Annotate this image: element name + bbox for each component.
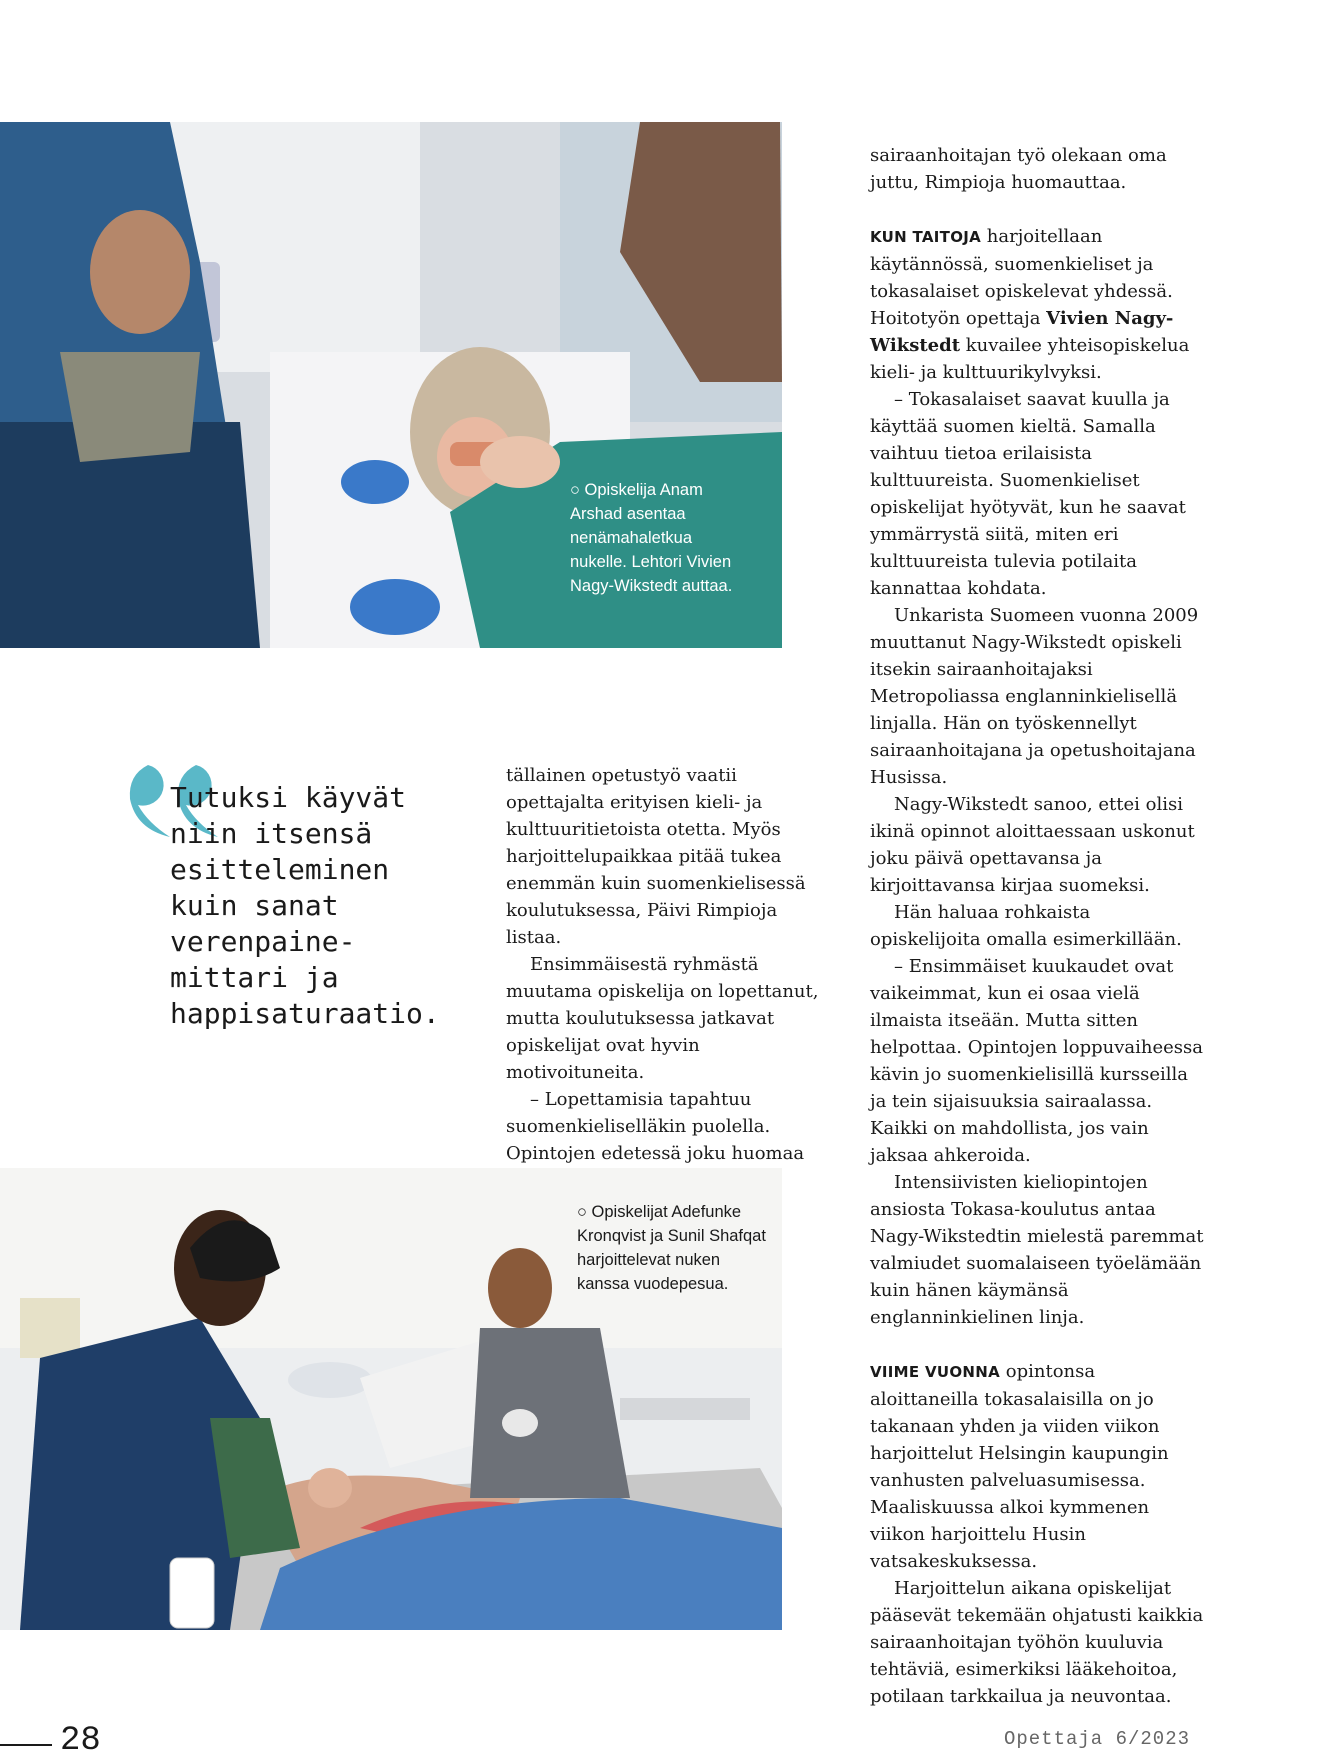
page-number: 28 <box>60 1722 101 1760</box>
pull-quote: Tutuksi käyvät niin itsensä esitteleminen kuin sanat verenpaine-mittari ja happisaturaatio. <box>170 781 440 1030</box>
paragraph: Unkarista Suomeen vuonna 2009 muuttanut Nagy-Wikstedt opiskeli itsekin sairaanhoitajaksi Metropoliassa englanninkielisellä linjalla. Hän on työskennellyt sairaanhoitajana ja opetushoitajana Husissa. <box>870 605 1199 788</box>
paragraph: Ensimmäisestä ryhmästä muutama opiskelija on lopettanut, mutta koulutuksessa jatkavat opiskelijat ovat hyvin motivoituneita. <box>506 954 819 1083</box>
person-name: Vivien Nagy-Wikstedt <box>870 308 1174 356</box>
paragraph: – Lopettamisia tapahtuu suomenkieliselläkin puolella. Opintojen edetessä joku huomaa <box>506 1089 805 1164</box>
photo-bottom-caption: ○ Opiskelijat Adefunke Kronqvist ja Sunil Shafqat harjoittelevat nuken kanssa vuodepesua. <box>577 1203 766 1293</box>
column-middle <box>506 762 831 1194</box>
column-right <box>870 142 1205 1710</box>
paragraph: Hän haluaa rohkaista opiskelijoita omalla esimerkillään. <box>870 902 1182 950</box>
lead-in: VIIME VUONNA <box>870 1363 1001 1381</box>
paragraph: tällainen opetustyö vaatii opettajalta erityisen kieli- ja kulttuuritietoista otetta. Myös harjoittelupaikkaa pitää tukea enemmän kuin suomenkielisessä koulutuksessa, Päivi Rimpioja listaa. <box>506 765 806 948</box>
folio-rule <box>0 1744 52 1746</box>
photo-top-caption: ○ Opiskelija Anam Arshad asentaa nenämahaletkua nukelle. Lehtori Vivien Nagy-Wikstedt auttaa. <box>570 481 733 595</box>
paragraph: Harjoittelun aikana opiskelijat pääsevät tekemään ohjatusti kaikkia sairaanhoitajan työhön kuuluvia tehtäviä, esimerkiksi lääkehoitoa, potilaan tarkkailua ja neuvontaa. <box>870 1578 1204 1707</box>
paragraph: sairaanhoitajan työ olekaan oma juttu, Rimpioja huomauttaa. <box>870 145 1167 193</box>
photo-top <box>0 122 782 648</box>
lead-in: KUN TAITOJA <box>870 228 982 246</box>
paragraph: Nagy-Wikstedt sanoo, ettei olisi ikinä opinnot aloittaessaan uskonut joku päivä opettavansa ja kirjoittavansa kirjaa suomeksi. <box>870 794 1195 896</box>
magazine-issue: Opettaja 6/2023 <box>1003 1728 1190 1750</box>
paragraph: VIIME VUONNA opintonsa aloittaneilla tokasalaisilla on jo takanaan yhden ja viiden viikon harjoittelut Helsingin kaupungin vanhusten palveluasumisessa. Maaliskuussa alkoi kymmenen viikon harjoittelu Husin vatsakeskuksessa. <box>870 1361 1169 1572</box>
paragraph: – Tokasalaiset saavat kuulla ja käyttää suomen kieltä. Samalla vaihtuu tietoa erilaisista kulttuureista. Suomenkieliset opiskelijat hyötyvät, kun he saavat ymmärrystä siitä, miten eri kulttuureista tulevia potilaita kannattaa kohdata. <box>870 389 1186 599</box>
paragraph: KUN TAITOJA harjoitellaan käytännössä, suomenkieliset ja tokasalaiset opiskelevat yhdessä. Hoitotyön opettaja Vivien Nagy-Wikstedt kuvailee yhteisopiskelua kieli- ja kulttuurikylvyksi. <box>870 226 1190 383</box>
paragraph: Intensiivisten kieliopintojen ansiosta Tokasa-koulutus antaa Nagy-Wikstedtin mielestä paremmat valmiudet suomalaiseen työelämään kuin hänen käymänsä englanninkielinen linja. <box>870 1172 1204 1328</box>
photo-bottom <box>0 1168 782 1630</box>
paragraph: – Ensimmäiset kuukaudet ovat vaikeimmat, kun ei osaa vielä ilmaista itseään. Mutta sitten helpottaa. Opintojen loppuvaiheessa kävin jo suomenkielisillä kursseilla ja tein sijaisuuksia sairaalassa. Kaikki on mahdollista, jos vain jaksaa ahkeroida. <box>870 956 1203 1166</box>
